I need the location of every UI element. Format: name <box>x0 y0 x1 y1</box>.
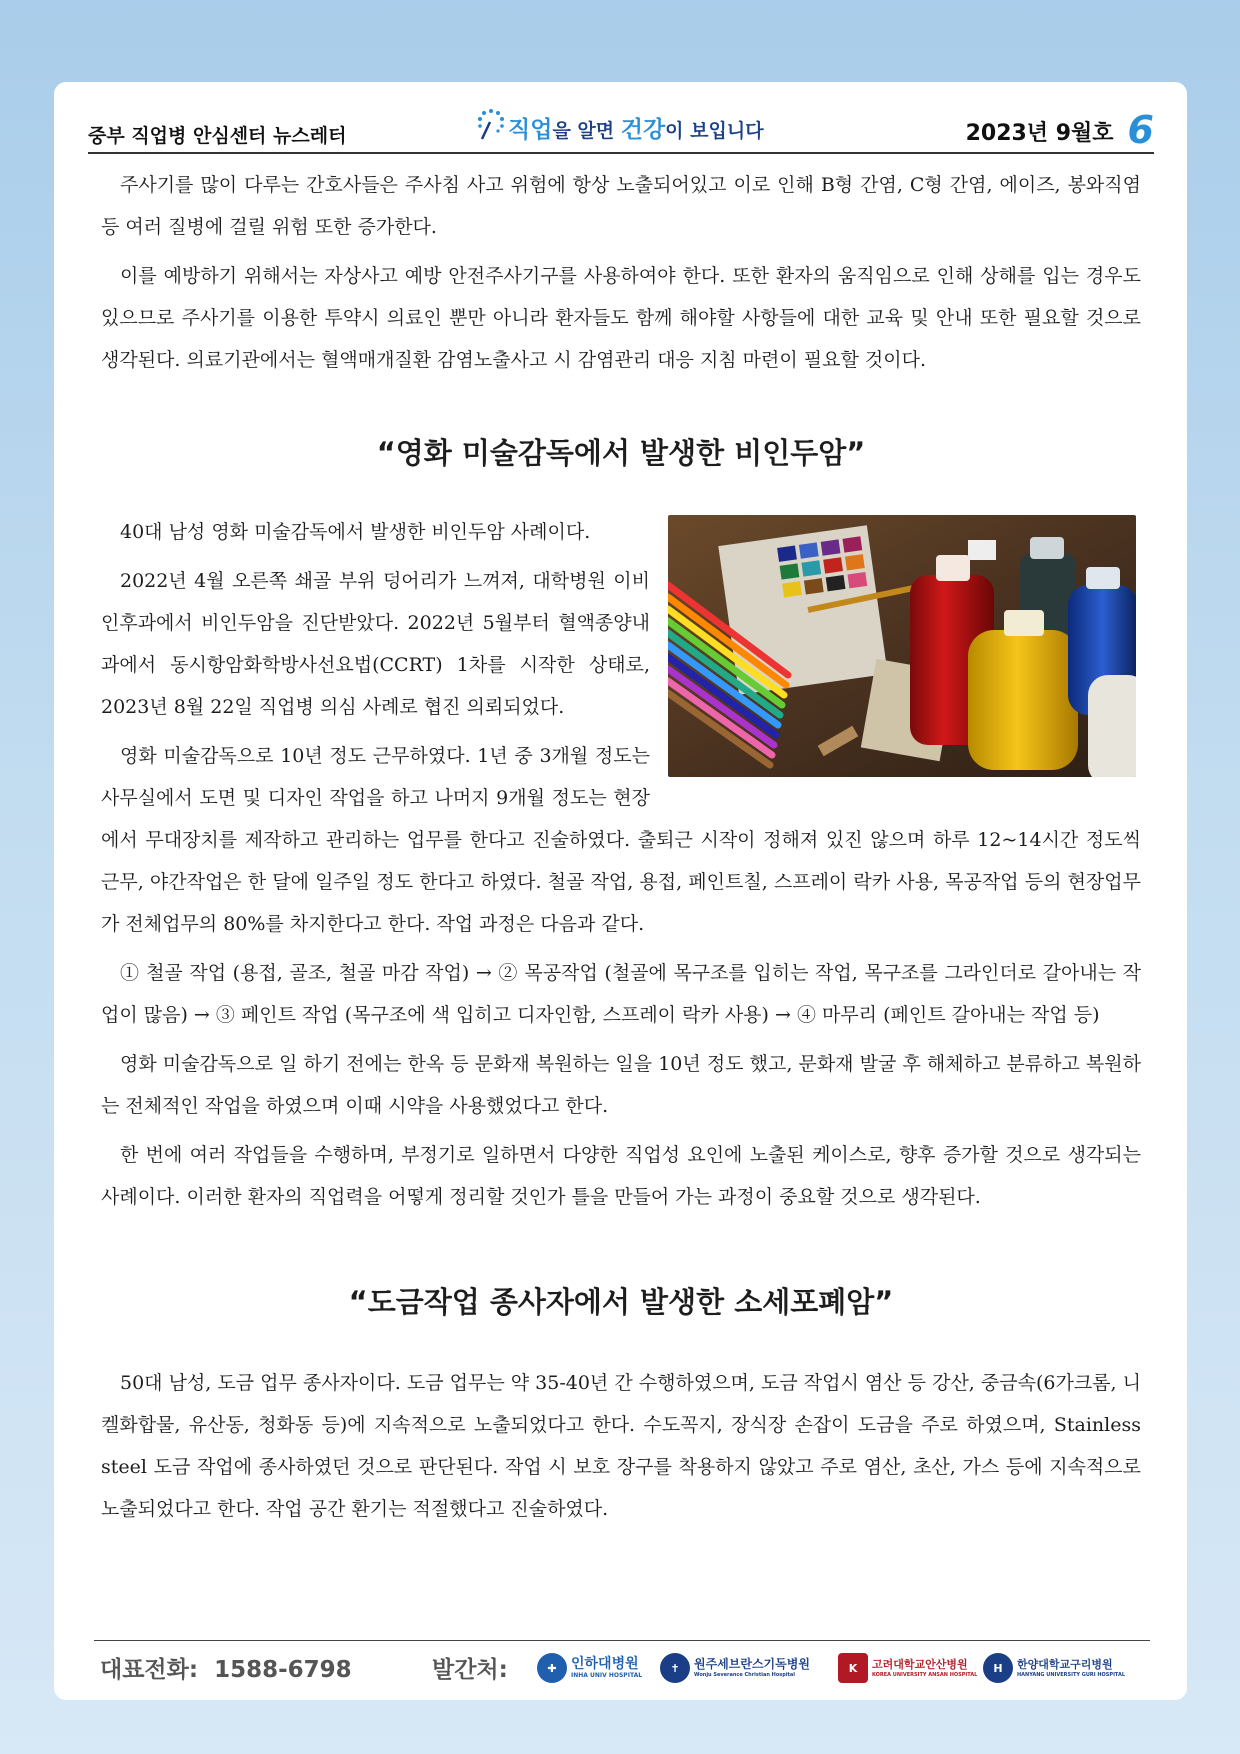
hospital-emblem-icon: K <box>838 1653 868 1683</box>
slogan-health: 건강 <box>620 117 666 143</box>
hospital-subname: HANYANG UNIVERSITY GURI HOSPITAL <box>1017 1672 1126 1678</box>
hospital-emblem-icon: H <box>983 1653 1013 1683</box>
hospital-name: 인하대병원 <box>571 1655 639 1672</box>
article-body <box>101 164 1141 1537</box>
art-supplies-photo <box>668 515 1136 777</box>
hospital-name: 고려대학교안산병원 <box>872 1658 968 1671</box>
issue-info <box>966 108 1154 152</box>
hospital-name: 원주세브란스기독병원 <box>694 1657 810 1671</box>
hospital-subname: Wonju Severance Christian Hospital <box>694 1672 796 1678</box>
case-paragraph: 영화 미술감독으로 10년 정도 근무하였다. 1년 중 3개월 정도는 사무실에서 도면 및 디자인 작업을 하고 나머지 9개월 정도는 현장에서 무대장치를 제작하고 관리하는 업무를 한다고 진술하였다. 출퇴근 시작이 정해져 있진 않으며 하루 12~14시간 정도씩 근무, 야간작업은 한 달에 일주일 정도 한다고 하였다. 철골 작업, 용접, 페인트칠, 스프레이 락카 사용, 목공작업 등의 현장업무가 전체업무의 80%를 차지한다고 한다. 작업 과정은 다음과 같다. <box>101 745 1141 935</box>
section-title: “도금작업 종사자에서 발생한 소세포폐암” <box>348 1285 894 1319</box>
hospital-name: 한양대학교구리병원 <box>1017 1658 1113 1671</box>
hospital-logo-hanyang-guri <box>983 1651 1125 1685</box>
section-title: “영화 미술감독에서 발생한 비인두암” <box>376 436 866 470</box>
phone-number: 1588-6798 <box>214 1657 352 1683</box>
case-paragraph: 50대 남성, 도금 업무 종사자이다. 도금 업무는 약 35-40년 간 수행하였으며, 도금 작업시 염산 등 강산, 중금속(6가크롬, 니켈화합물, 유산동, 청화동 등)에 지속적으로 노출되었다고 한다. 수도꼭지, 장식장 손잡이 도금을 주로 하였으며, Stainless steel 도금 작업에 종사하였던 것으로 판단된다. 작업 시 보호 장구를 착용하지 않았고 주로 염산, 초산, 가스 등에 지속적으로 노출되었다고 한다. 작업 공간 환기는 적절했다고 진술하였다. <box>101 1372 1141 1520</box>
hospital-logo-korea-ansan <box>838 1651 977 1685</box>
hospital-subname: INHA UNIV HOSPITAL <box>571 1671 643 1679</box>
hospital-logo-inha <box>537 1651 642 1685</box>
case-paragraph: 40대 남성 영화 미술감독에서 발생한 비인두암 사례이다. <box>120 521 591 543</box>
work-process-paragraph: ① 철골 작업 (용접, 골조, 철골 마감 작업) → ② 목공작업 (철골에 목구조를 입히는 작업, 목구조를 그라인더로 갈아내는 작업이 많음) → ③ 페인트 작업 (목구조에 색 입히고 디자인함, 스프레이 락카 사용) → ④ 마무리 (페인트 갈아내는 작업 등) <box>101 962 1141 1026</box>
publisher-label: 발간처: <box>432 1657 508 1683</box>
hospital-emblem-icon: ✝ <box>660 1653 690 1683</box>
page-footer <box>94 1640 1150 1697</box>
hospital-emblem-icon: ✚ <box>537 1653 567 1683</box>
intro-paragraph: 주사기를 많이 다루는 간호사들은 주사침 사고 위험에 항상 노출되어있고 이로 인해 B형 간염, C형 간염, 에이즈, 봉와직염 등 여러 질병에 걸릴 위험 또한 증가한다. <box>101 174 1141 238</box>
page-number: 6 <box>1127 108 1154 152</box>
intro-paragraph: 이를 예방하기 위해서는 자상사고 예방 안전주사기구를 사용하여야 한다. 또한 환자의 움직임으로 인해 상해를 입는 경우도 있으므로 주사기를 이용한 투약시 의료인 뿐만 아니라 환자들도 함께 해야할 사항들에 대한 교육 및 안내 또한 필요할 것으로 생각된다. 의료기관에서는 혈액매개질환 감염노출사고 시 감염관리 대응 지침 마련이 필요할 것이다. <box>101 265 1141 371</box>
page-header <box>88 104 1154 154</box>
newsletter-page <box>54 82 1187 1700</box>
hospital-logo-wonju <box>660 1651 810 1685</box>
case-paragraph: 한 번에 여러 작업들을 수행하며, 부정기로 일하면서 다양한 직업성 요인에 노출된 케이스로, 향후 증가할 것으로 생각되는 사례이다. 이러한 환자의 직업력을 어떻게 정리할 것인가 틀을 만들어 가는 과정이 중요할 것으로 생각된다. <box>101 1144 1141 1208</box>
slogan-job: 직업 <box>508 117 553 143</box>
hospital-subname: KOREA UNIVERSITY ANSAN HOSPITAL <box>872 1672 978 1678</box>
phone-info <box>100 1651 352 1684</box>
newsletter-name: 중부 직업병 안심센터 뉴스레터 <box>88 125 347 147</box>
burst-logo-icon <box>476 107 506 146</box>
slogan-end: 이 보입니다 <box>665 120 764 142</box>
slogan-mid: 을 알면 <box>552 120 621 142</box>
case-paragraph: 영화 미술감독으로 일 하기 전에는 한옥 등 문화재 복원하는 일을 10년 정도 했고, 문화재 발굴 후 해체하고 분류하고 복원하는 전체적인 작업을 하였으며 이때 시약을 사용했었다고 한다. <box>101 1053 1141 1117</box>
case-paragraph: 2022년 4월 오른쪽 쇄골 부위 덩어리가 느껴져, 대학병원 이비인후과에서 비인두암을 진단받았다. 2022년 5월부터 혈액종양내과에서 동시항암화학방사선요법(CCRT) 1차를 시작한 상태로, 2023년 8월 22일 직업병 의심 사례로 협진 의뢰되었다. <box>101 570 650 718</box>
phone-label: 대표전화: <box>100 1657 199 1683</box>
slogan <box>476 107 764 146</box>
issue-date: 2023년 9월호 <box>965 121 1114 146</box>
